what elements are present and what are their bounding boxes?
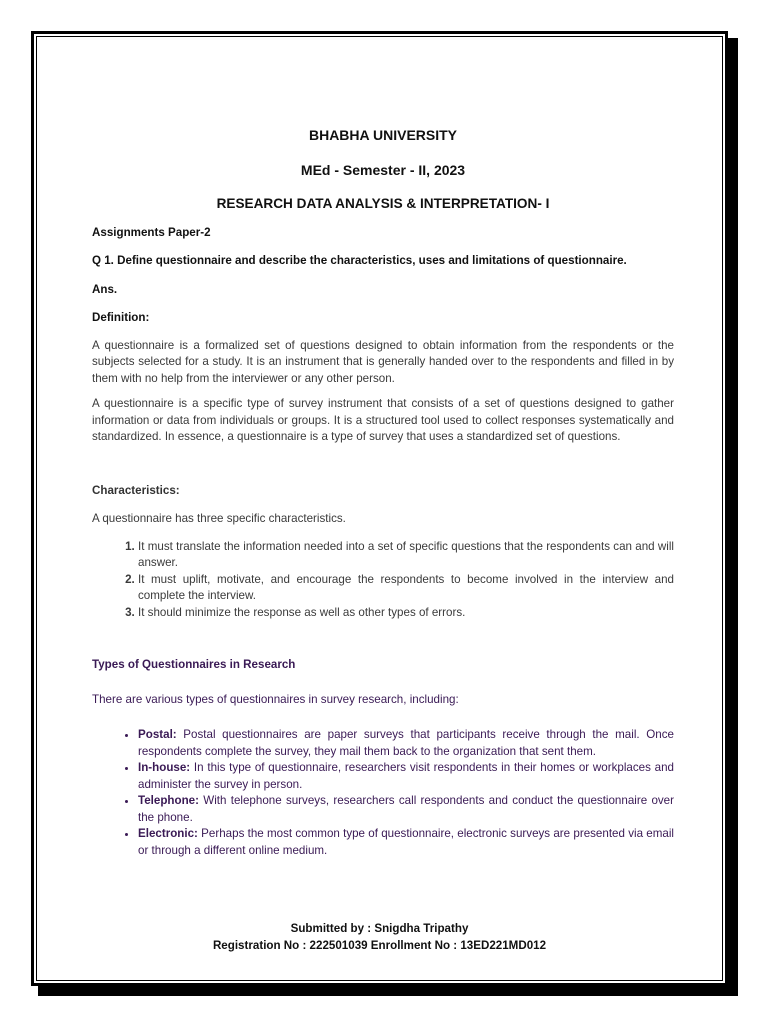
registration-info: Registration No : 222501039 Enrollment No : 13ED221MD012	[212, 938, 547, 952]
type-term: Postal:	[138, 728, 177, 741]
types-list	[92, 727, 674, 859]
type-description: Perhaps the most common type of questionnaire, electronic surveys are presented via email or through a different online medium.	[138, 827, 674, 857]
type-term: Telephone:	[138, 794, 199, 807]
characteristics-intro: A questionnaire has three specific characteristics.	[92, 512, 346, 525]
characteristics-list	[92, 539, 674, 622]
characteristics-heading: Characteristics:	[92, 483, 180, 497]
submitted-by: Submitted by : Snigdha Tripathy	[290, 922, 469, 935]
list-item: 1. It must translate the information needed into a set of specific questions that the respondents can and will answer.	[138, 539, 674, 572]
course-title: MEd - Semester - II, 2023	[300, 161, 466, 178]
document-content	[92, 124, 674, 859]
list-item	[138, 727, 674, 760]
list-item	[138, 760, 674, 793]
submission-footer	[34, 921, 725, 954]
type-description: In this type of questionnaire, researchers visit respondents in their homes or workplaces and administer the survey in person.	[138, 761, 674, 791]
definition-heading: Definition:	[92, 311, 150, 324]
list-item: 3. It should minimize the response as well as other types of errors.	[138, 605, 674, 622]
subject-title: RESEARCH DATA ANALYSIS & INTERPRETATION- I	[216, 196, 550, 211]
definition-paragraph-2: A questionnaire is a specific type of survey instrument that consists of a set of questions designed to gather information or data from individuals or groups. It is a structured tool used to collect responses systematically and standardized. In essence, a questionnaire is a type of survey that uses a standardized set of questions.	[92, 397, 674, 443]
type-term: In-house:	[138, 761, 191, 774]
answer-label: Ans.	[92, 282, 118, 296]
types-heading: Types of Questionnaires in Research	[92, 658, 296, 671]
university-title: BHABHA UNIVERSITY	[308, 127, 458, 143]
list-item	[138, 826, 674, 859]
list-item: 2. It must uplift, motivate, and encourage the respondents to become involved in the interview and complete the interview.	[138, 572, 674, 605]
list-item	[138, 793, 674, 826]
document-page	[31, 31, 728, 986]
assignment-label: Assignments Paper-2	[92, 225, 211, 239]
question-text: Q 1. Define questionnaire and describe the characteristics, uses and limitations of questionnaire.	[92, 254, 627, 267]
type-term: Electronic:	[138, 827, 198, 840]
types-intro: There are various types of questionnaires in survey research, including:	[92, 692, 459, 706]
definition-paragraph-1: A questionnaire is a formalized set of questions designed to obtain information from the respondents or the subjects selected for a study. It is an instrument that is generally handed over to the respondents and filled in by them with no help from the interviewer or any other person.	[92, 338, 674, 385]
type-description: Postal questionnaires are paper surveys that participants receive through the mail. Once respondents complete the survey, they mail them back to the organization that sent them.	[138, 728, 674, 758]
type-description: With telephone surveys, researchers call respondents and conduct the questionnaire over the phone.	[138, 794, 674, 824]
